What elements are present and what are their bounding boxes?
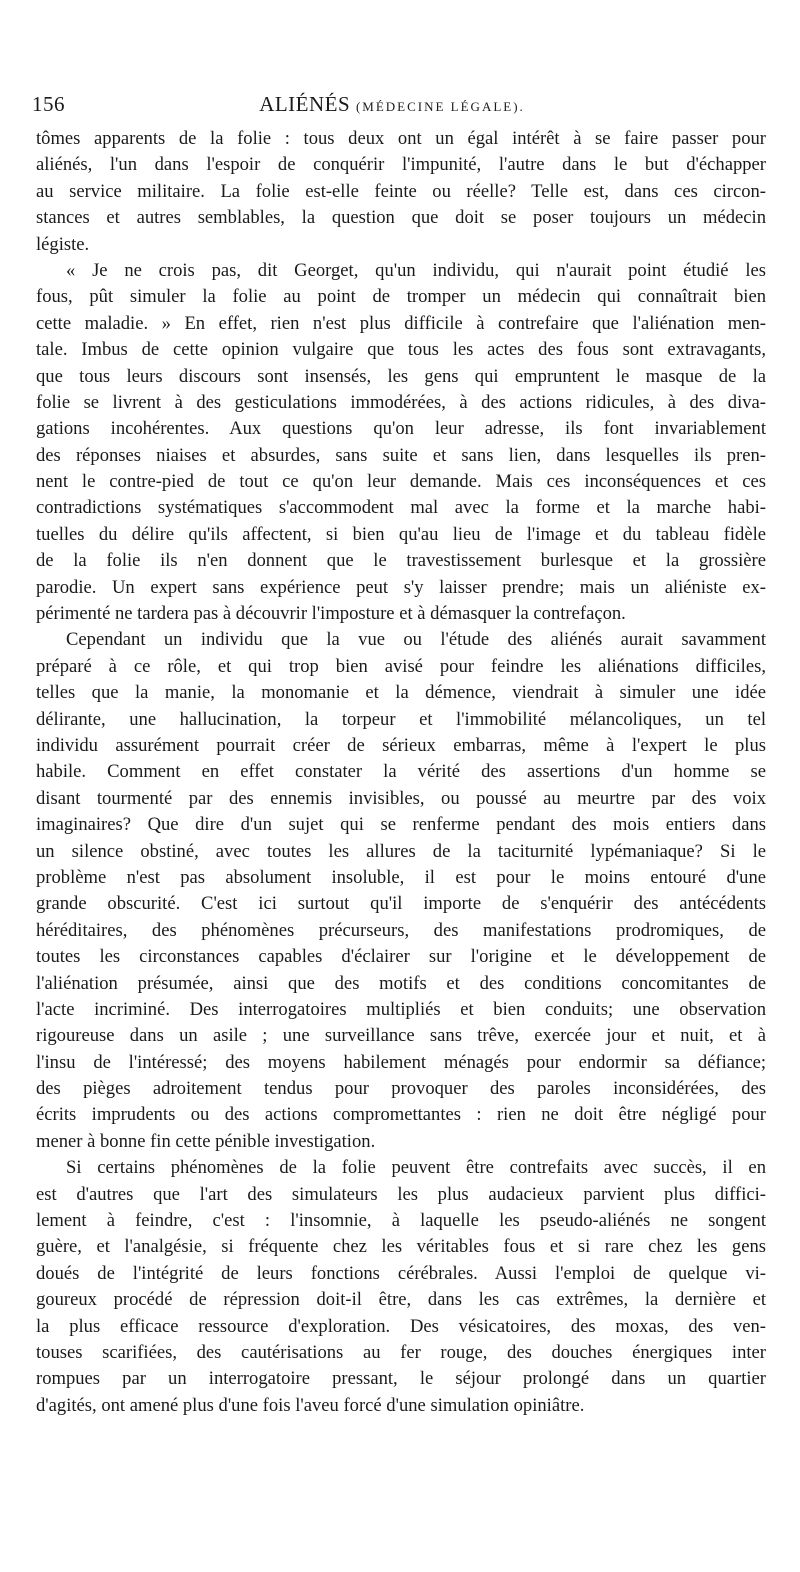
text-line: contradictions systématiques s'accommodent mal avec la forme et la marche habi- — [36, 497, 766, 519]
text-line: rompues par un interrogatoire pressant, le séjour prolongé dans un quartier — [36, 1368, 766, 1390]
text-line: cette maladie. » En effet, rien n'est plus difficile à contrefaire que l'aliénation men- — [36, 312, 766, 334]
text-line: délirante, une hallucination, la torpeur et l'immobilité mélancoliques, un tel — [36, 708, 766, 730]
text-line: parodie. Un expert sans expérience peut s'y laisser prendre; mais un aliéniste ex- — [36, 576, 766, 598]
body-text — [36, 126, 766, 1419]
text-line: l'acte incriminé. Des interrogatoires multipliés et bien conduits; une observation — [36, 998, 766, 1020]
text-line: nent le contre-pied de tout ce qu'on leur demande. Mais ces inconséquences et ces — [36, 471, 766, 493]
text-line: des réponses niaises et absurdes, sans suite et sans lien, dans lesquelles ils pren- — [36, 444, 766, 466]
text-line: habile. Comment en effet constater la vérité des assertions d'un homme se — [36, 761, 766, 783]
text-line: tômes apparents de la folie : tous deux ont un égal intérêt à se faire passer pour — [36, 128, 766, 149]
running-header — [32, 92, 752, 120]
text-line: lement à feindre, c'est : l'insomnie, à laquelle les pseudo-aliénés ne songent — [36, 1210, 766, 1232]
text-line: doués de l'intégrité de leurs fonctions cérébrales. Aussi l'emploi de quelque vi- — [36, 1262, 766, 1284]
text-line: d'agités, ont amené plus d'une fois l'aveu forcé d'une simulation opiniâtre. — [36, 1394, 585, 1416]
text-line: telles que la manie, la monomanie et la démence, viendrait à simuler une idée — [36, 682, 766, 704]
text-line: préparé à ce rôle, et qui trop bien avisé pour feindre les aliénations difficiles, — [36, 655, 766, 677]
text-line: Cependant un individu que la vue ou l'étude des aliénés aurait savamment — [66, 629, 766, 651]
text-line: tuelles du délire qu'ils affectent, si bien qu'au lieu de l'image et du tableau fidèle — [36, 523, 766, 545]
text-line: périmenté ne tardera pas à découvrir l'imposture et à démasquer la contrefaçon. — [36, 603, 626, 625]
text-line: « Je ne crois pas, dit Georget, qu'un individu, qui n'aurait point étudié les — [66, 259, 766, 281]
text-line: gations incohérentes. Aux questions qu'on leur adresse, ils font invariablement — [36, 418, 766, 440]
text-line: la plus efficace ressource d'exploration. Des vésicatoires, des moxas, des ven- — [36, 1315, 766, 1337]
text-line: de la folie ils n'en donnent que le travestissement burlesque et la grossière — [36, 550, 766, 572]
text-line: au service militaire. La folie est-elle feinte ou réelle? Telle est, dans ces circon- — [36, 180, 766, 202]
text-line: mener à bonne fin cette pénible investigation. — [36, 1130, 376, 1152]
text-line: aliénés, l'un dans l'espoir de conquérir l'impunité, l'autre dans le but d'échapper — [36, 154, 766, 176]
text-line: individu assurément pourrait créer de sérieux embarras, même à l'expert le plus — [36, 734, 766, 756]
text-line: guère, et l'analgésie, si fréquente chez les véritables fous et si rare chez les gens — [36, 1236, 766, 1258]
text-line: rigoureuse dans un asile ; une surveillance sans trêve, exercée jour et nuit, et à — [36, 1025, 766, 1047]
text-line: touses scarifiées, des cautérisations au fer rouge, des douches énergiques inter — [36, 1341, 766, 1363]
text-line: grande obscurité. C'est ici surtout qu'il importe de s'enquérir des antécédents — [36, 893, 766, 915]
text-line: l'insu de l'intéressé; des moyens habilement ménagés pour endormir sa défiance; — [36, 1051, 766, 1073]
text-line: fous, pût simuler la folie au point de tromper un médecin qui connaîtrait bien — [36, 286, 766, 308]
text-line: goureux procédé de répression doit-il être, dans les cas extrêmes, la dernière et — [36, 1289, 766, 1311]
text-line: est d'autres que l'art des simulateurs les plus audacieux parvient plus diffici- — [36, 1183, 766, 1205]
text-line: tale. Imbus de cette opinion vulgaire que tous les actes des fous sont extravagants, — [36, 339, 766, 361]
text-line: l'aliénation présumée, ainsi que des motifs et des conditions concomitantes de — [36, 972, 766, 994]
text-line: problème n'est pas absolument insoluble, il est pour le moins entouré d'une — [36, 866, 766, 888]
text-line: héréditaires, des phénomènes précurseurs, des manifestations prodromiques, de — [36, 919, 766, 941]
text-line: disant tourmenté par des ennemis invisibles, ou poussé au meurtre par des voix — [36, 787, 766, 809]
text-line: toutes les circonstances capables d'éclairer sur l'origine et le développement de — [36, 946, 766, 968]
text-line: stances et autres semblables, la question que doit se poser toujours un médecin — [36, 207, 766, 229]
running-title — [32, 92, 752, 117]
running-title-main: ALIÉNÉS — [259, 92, 351, 116]
text-line: écrits imprudents ou des actions compromettantes : rien ne doit être négligé pour — [36, 1104, 766, 1126]
text-line: folie se livrent à des gesticulations immodérées, à des actions ridicules, à des diva- — [36, 391, 766, 413]
text-line: Si certains phénomènes de la folie peuvent être contrefaits avec succès, il en — [66, 1157, 766, 1179]
text-line: légiste. — [36, 233, 90, 255]
running-title-subtitle: (MÉDECINE LÉGALE). — [355, 99, 525, 114]
text-line: des pièges adroitement tendus pour provoquer des paroles inconsidérées, des — [36, 1078, 766, 1100]
page-number: 156 — [32, 92, 65, 116]
text-line: que tous leurs discours sont insensés, les gens qui empruntent le masque de la — [36, 365, 766, 387]
text-line: imaginaires? Que dire d'un sujet qui se renferme pendant des mois entiers dans — [36, 814, 766, 836]
text-line: un silence obstiné, avec toutes les allures de la taciturnité lypémaniaque? Si le — [36, 840, 766, 862]
